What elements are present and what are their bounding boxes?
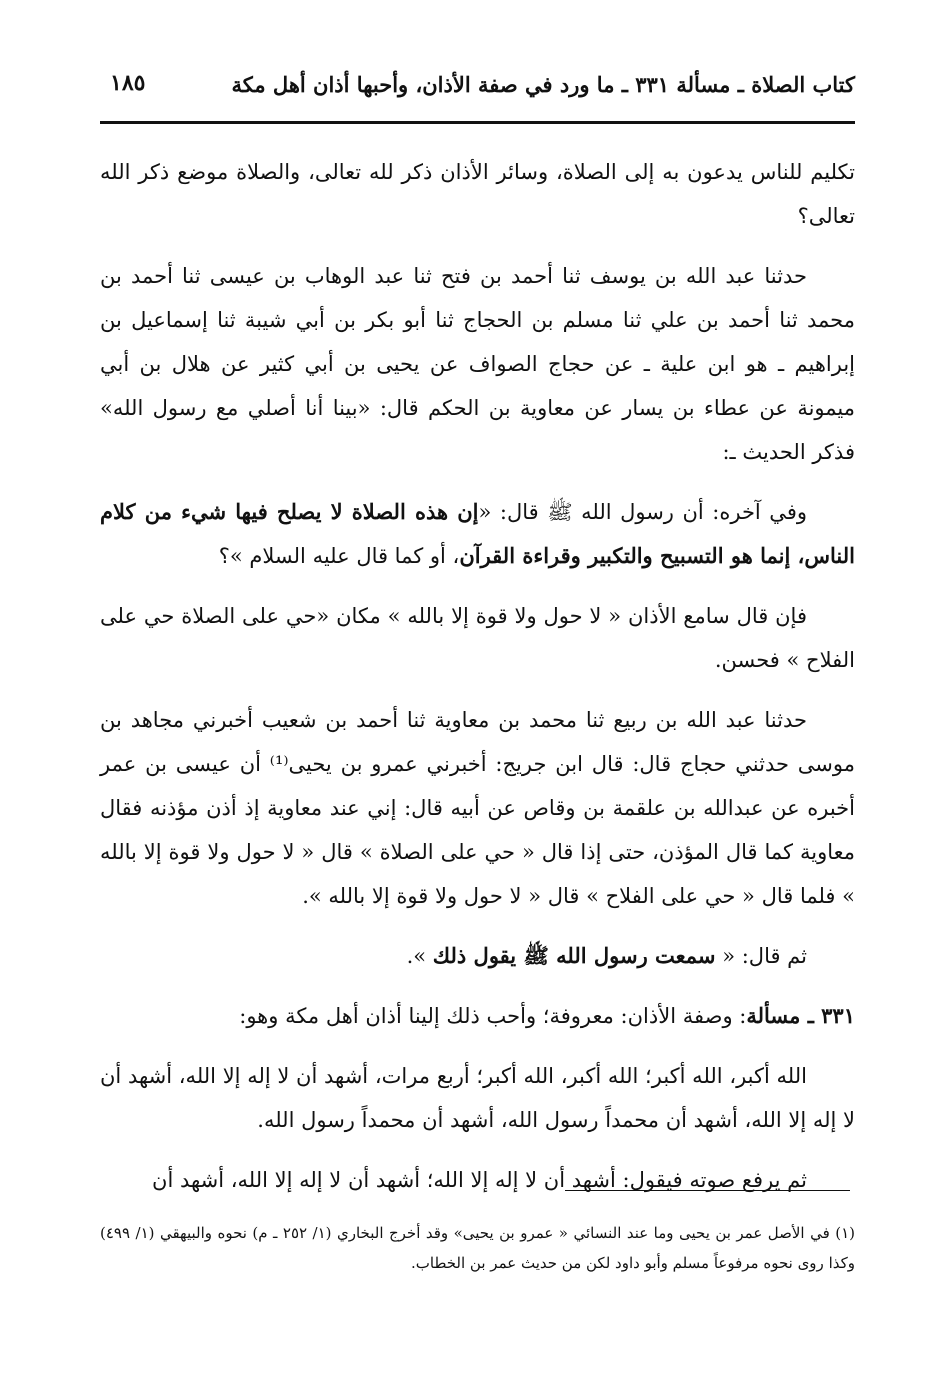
masala-heading: ٣٣١ ـ مسألة xyxy=(746,1003,855,1028)
paragraph-suffix: ، أو كما قال عليه السلام »؟ xyxy=(218,544,460,568)
main-text xyxy=(100,150,855,1218)
paragraph-continuation: تكليم للناس يدعون به إلى الصلاة، وسائر الأذان ذكر لله تعالى، والصلاة موضع ذكر الله تعالى؟ xyxy=(100,160,855,228)
paragraph-prefix: وفي آخره: أن رسول الله ﷺ قال: « xyxy=(478,500,807,524)
footnote-1: (١) في الأصل عمر بن يحيى وما عند النسائي « عمرو بن يحيى» وقد أخرج البخاري (١/ ٢٥٢ ـ م) نحوه والبيهقي (١/ ٤٩٩) وكذا روى نحوه مرفوعاً مسلم وأبو داود لكن من حديث عمر بن الخطاب. xyxy=(100,1224,855,1272)
page-header xyxy=(100,68,855,112)
quoted-hadith-bold: إن هذه الصلاة لا يصلح فيها شيء من كلام الناس، إنما هو التسبيح والتكبير وقراءة القرآن xyxy=(100,499,855,568)
paragraph-masala-331 xyxy=(100,994,855,1038)
footnotes xyxy=(100,1218,855,1278)
quoted-saying-bold: سمعت رسول الله ﷺ يقول ذلك xyxy=(432,943,716,968)
paragraph-ruling: فإن قال سامع الأذان « لا حول ولا قوة إلا بالله » مكان «حي على الصلاة حي على الفلاح » فحسن. xyxy=(100,604,855,672)
paragraph-hadith-isnad: حدثنا عبد الله بن يوسف ثنا أحمد بن فتح ثنا عبد الوهاب بن عيسى ثنا أحمد بن محمد ثنا أحمد بن علي ثنا مسلم بن الحجاج ثنا أبو بكر بن أبي شيبة ثنا إسماعيل بن إبراهيم ـ هو ابن علية ـ عن حجاج الصواف عن يحيى بن أبي كثير عن هلال بن أبي ميمونة عن عطاء بن يسار عن معاوية بن الحكم قال: «بينا أنا أصلي مع رسول الله» فذكر الحديث ـ: xyxy=(100,264,855,464)
paragraph-hadith-ending xyxy=(100,490,855,578)
running-title: كتاب الصلاة ـ مسألة ٣٣١ ـ ما ورد في صفة الأذان، وأحبها أذان أهل مكة xyxy=(231,72,855,97)
header-rule xyxy=(100,121,855,124)
masala-text: : وصفة الأذان: معروفة؛ وأحب ذلك إلينا أذان أهل مكة وهو: xyxy=(239,1004,747,1028)
paragraph-adhan-continued: ثم يرفع صوته فيقول: أشهد أن لا إله إلا الله؛ أشهد أن لا إله إلا الله، أشهد أن xyxy=(152,1168,807,1192)
paragraph-adhan-words: الله أكبر، الله أكبر؛ الله أكبر، الله أكبر؛ أربع مرات، أشهد أن لا إله إلا الله، أشهد أن لا إله إلا الله، أشهد أن محمداً رسول الله، أشهد أن محمداً رسول الله. xyxy=(100,1064,855,1132)
paragraph-quote xyxy=(100,934,855,978)
footnote-rule xyxy=(565,1190,850,1191)
paragraph-hadith-muawiya: حدثنا عبد الله بن ربيع ثنا محمد بن معاوية ثنا أحمد بن شعيب أخبرني مجاهد بن موسى حدثني حجاج قال: قال ابن جريج: أخبرني عمرو بن يحيى⁽¹⁾ أن عيسى بن عمر أخبره عن عبدالله بن علقمة بن وقاص عن أبيه قال: إني عند معاوية إذ أذن مؤذنه فقال معاوية كما قال المؤذن، حتى إذا قال « حي على الصلاة » قال « لا حول ولا قوة إلا بالله » فلما قال « حي على الفلاح » قال « لا حول ولا قوة إلا بالله ». xyxy=(100,708,855,908)
page-number: ١٨٥ xyxy=(110,70,146,96)
paragraph-suffix: ». xyxy=(406,944,433,968)
paragraph-prefix: ثم قال: « xyxy=(715,944,807,968)
